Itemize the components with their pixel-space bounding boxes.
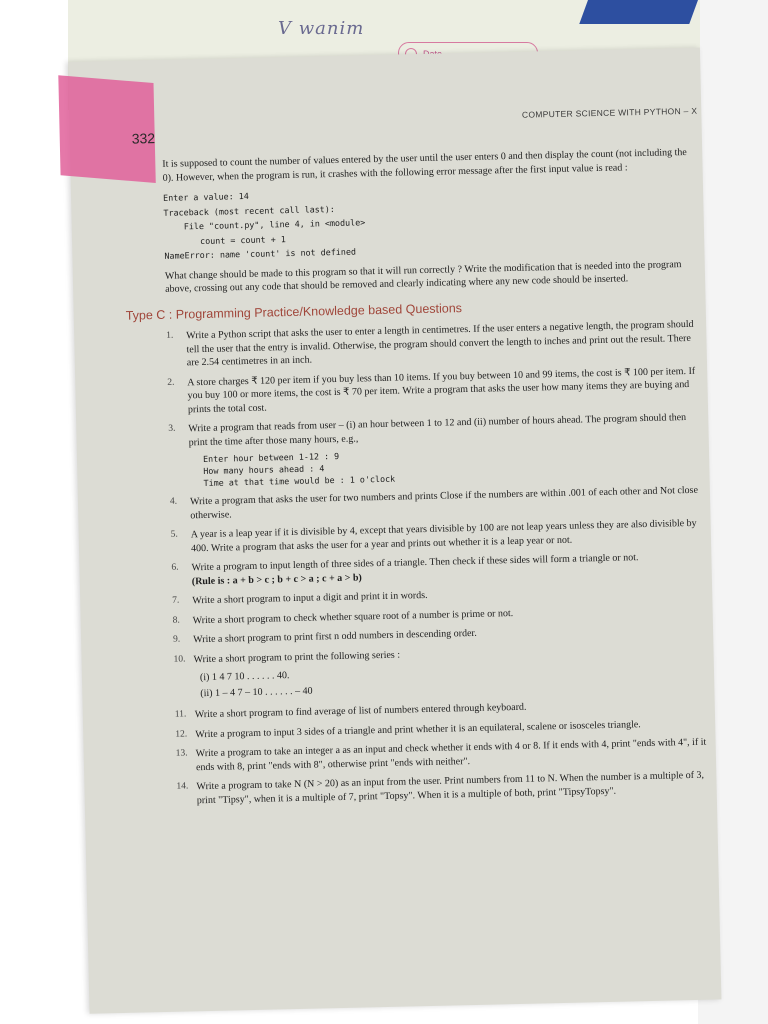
trace-line: Traceback (most recent call last): [163, 203, 335, 218]
question-item [176, 769, 711, 808]
question-text: Write a program that reads from user – (i) an hour between 1 to 12 and (ii) number of hours ahead. The program should then print the time after those many hours, e.g., [188, 412, 687, 448]
question-text: Write a short program to find average of list of numbers entered through keyboard. [194, 701, 527, 721]
textbook-page [68, 48, 721, 1014]
question-item [171, 550, 706, 589]
question-text: A store charges ₹ 120 per item if you buy less than 10 items. If you buy between 10 and 99 items, the cost is ₹ 100 per item. If you buy 100 or more items, the cost is ₹ 70 per item. Write a program that asks the user how many items they are buying and prints the total cost. [187, 365, 696, 415]
error-trace [163, 179, 700, 264]
sample-run-line: Enter hour between 1-12 : 9 [202, 450, 340, 465]
question-item [171, 517, 706, 556]
question-item [176, 736, 711, 775]
running-head: COMPUTER SCIENCE WITH PYTHON – X [521, 105, 698, 120]
question-number: 13. [175, 748, 188, 759]
trace-line: Enter a value: 14 [162, 190, 249, 203]
question-text: Write a Python script that asks the user to enter a length in centimetres. If the user enters a negative length, the program should tell the user that the entry is invalid. Otherwise, the program should convert the length to inches and print out the result. There are 2.54 centimetres in an inch. [186, 318, 694, 369]
question-number: 4. [169, 496, 178, 507]
question-item [168, 411, 704, 490]
page-number: 332 [131, 130, 156, 147]
question-number: 9. [173, 634, 181, 645]
series-list [200, 659, 710, 703]
trace-line: count = count + 1 [199, 233, 286, 246]
question-number: 2. [167, 377, 175, 388]
question-text: Write a short program to input a digit and print it in words. [192, 589, 428, 607]
question-text: A year is a leap year if it is divisible by 4, except that years divisible by 100 are not leap years unless they are also divisible by 400. Write a program that asks the user for a year and prints out whether it is a leap year or not. [190, 517, 697, 554]
question-item [166, 318, 702, 371]
page-content [125, 146, 712, 814]
question-number: 12. [175, 728, 188, 740]
question-text: Write a program to input length of three sides of a triangle. Then check if these sides will form a triangle or not. [191, 552, 639, 574]
sample-run-line: Time at that time would be : 1 o'clock [203, 473, 396, 489]
question-number: 11. [174, 709, 187, 720]
question-number: 5. [170, 529, 178, 540]
question-number: 1. [166, 330, 174, 341]
question-text: Write a short program to check whether square root of a number is prime or not. [192, 607, 514, 626]
question-number: 14. [176, 781, 189, 792]
question-text: Write a program that asks the user for two numbers and prints Close if the numbers are within .001 of each other and Not close otherwise. [189, 484, 699, 521]
handwritten-note: V wanim [278, 18, 365, 39]
question-number: 3. [168, 423, 176, 434]
intro-question: What change should be made to this program so that it will run correctly ? Write the modification that is needed into the program above, crossing out any code that should be removed and clearly indicating where any new code should be inserted. [164, 258, 682, 295]
question-text: Write a program to input 3 sides of a triangle and print whether it is an equilateral, scalene or isosceles triangle. [195, 718, 641, 740]
question-number: 10. [173, 653, 186, 665]
pink-sticky-tab [58, 75, 155, 183]
question-number: 8. [172, 615, 180, 626]
question-text: Write a short program to print first n odd numbers in descending order. [193, 627, 477, 646]
triangle-rule: (Rule is : a + b > c ; b + c > a ; c + a > b) [191, 571, 362, 587]
trace-line: File "count.py", line 4, in <module> [183, 217, 366, 232]
trace-line: NameError: name 'count' is not defined [164, 246, 357, 261]
question-item [170, 484, 705, 523]
question-list [166, 318, 712, 808]
question-number: 7. [172, 595, 180, 606]
blue-cover-corner [579, 0, 698, 24]
series-line: (ii) 1 – 4 7 – 10 . . . . . . – 40 [200, 685, 313, 700]
question-item [167, 364, 703, 417]
sample-run [203, 442, 705, 489]
question-text: Write a program to take N (N > 20) as an input from the user. Print numbers from 11 to N. When the number is a multiple of 3, print "Tipsy", when it is a multiple of 7, print "Topsy". When it is a multiple of both, print "TipsyTopsy". [196, 769, 705, 806]
section-title: Type C : Programming Practice/Knowledge based Questions [125, 300, 463, 323]
question-item [173, 641, 709, 703]
question-number: 6. [171, 562, 179, 573]
left-margin [0, 0, 68, 1024]
sample-run-line: How many hours ahead : 4 [203, 463, 325, 477]
intro-paragraph: It is supposed to count the number of values entered by the user until the user enters 0 and then display the count (not including the 0). However, when the program is run, it crashes with the following error message after the first input value is read : [162, 146, 687, 184]
question-text: Write a short program to print the following series : [193, 649, 401, 665]
series-line: (i) 1 4 7 10 . . . . . . 40. [199, 670, 290, 684]
question-text: Write a program to take an integer a as an input and check whether it ends with 4 or 8. If it ends with 4, print "ends with 4", if it ends with 8, print "ends with 8", otherwise print "ends with neither". [195, 736, 707, 773]
